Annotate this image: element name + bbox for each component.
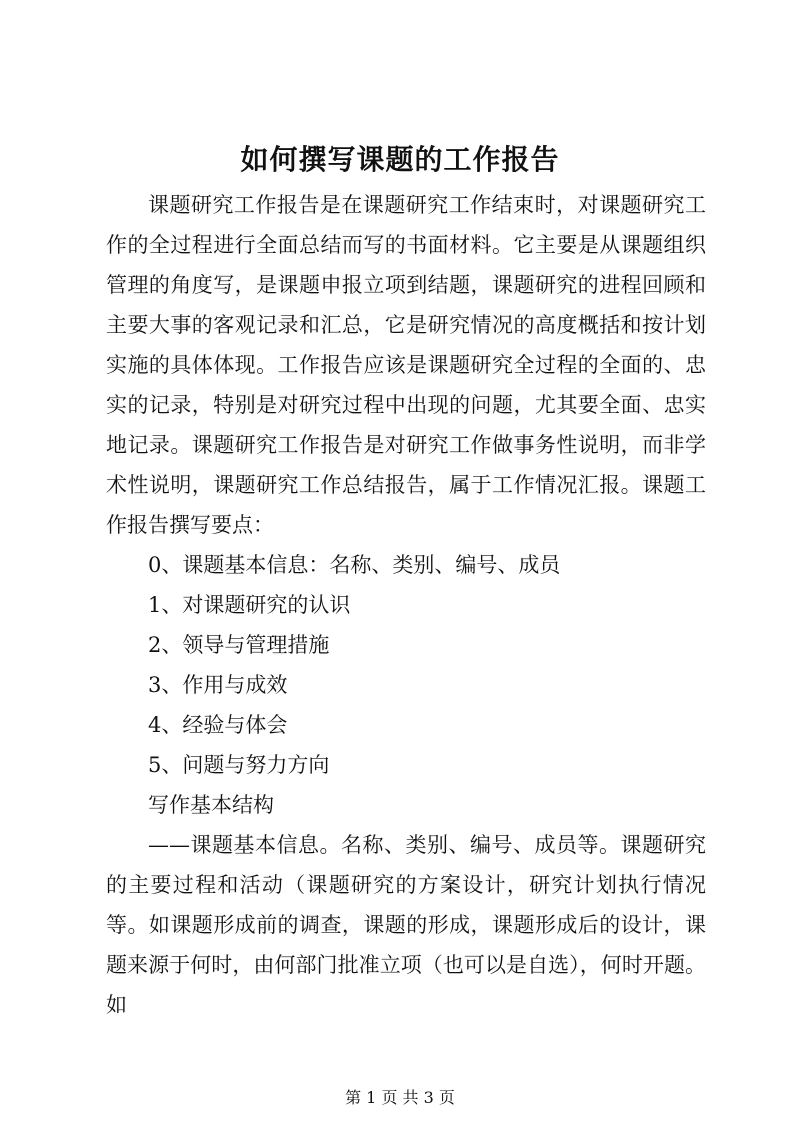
- document-title: 如何撰写课题的工作报告: [240, 143, 560, 176]
- point-item: 3、作用与成效: [148, 673, 288, 697]
- point-item: 2、领导与管理措施: [148, 633, 330, 657]
- point-item: 5、问题与努力方向: [148, 753, 330, 777]
- document-body: [106, 185, 706, 1025]
- point-item: 4、经验与体会: [148, 713, 288, 737]
- point-item: 0、课题基本信息：名称、类别、编号、成员: [148, 553, 561, 577]
- intro-paragraph: 课题研究工作报告是在课题研究工作结束时，对课题研究工作的全过程进行全面总结而写的书面材料。它主要是从课题组织管理的角度写，是课题申报立项到结题，课题研究的进程回顾和主要大事的客观记录和汇总，它是研究情况的高度概括和按计划实施的具体体现。工作报告应该是课题研究全过程的全面的、忠实的记录，特别是对研究过程中出现的问题，尤其要全面、忠实地记录。课题研究工作报告是对研究工作做事务性说明，而非学术性说明，课题研究工作总结报告，属于工作情况汇报。课题工作报告撰写要点：: [106, 193, 706, 537]
- point-item: 1、对课题研究的认识: [148, 593, 351, 617]
- points-list: [106, 545, 706, 785]
- page-footer: 第 1 页 共 3 页: [345, 1088, 455, 1107]
- structure-heading: 写作基本结构: [148, 793, 274, 817]
- structure-paragraph: ——课题基本信息。名称、类别、编号、成员等。课题研究的主要过程和活动（课题研究的方案设计，研究计划执行情况等。如课题形成前的调查，课题的形成，课题形成后的设计，课题来源于何时，由何部门批准立项（也可以是自选），何时开题。如: [106, 833, 706, 1017]
